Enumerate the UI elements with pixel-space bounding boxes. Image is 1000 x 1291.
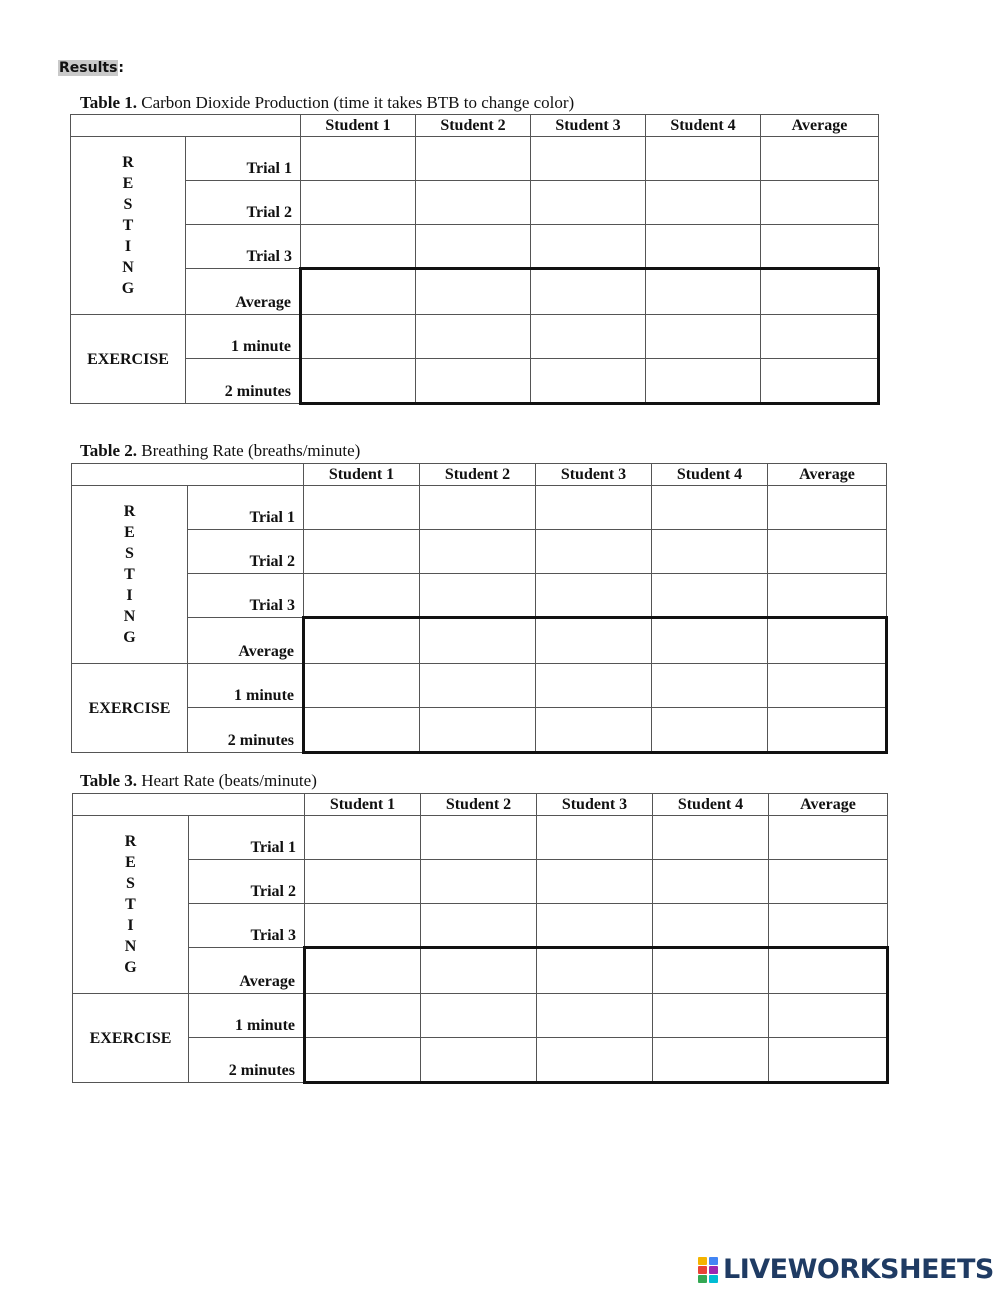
header-student-2: Student 2 (420, 464, 536, 486)
row-label-average: Average (186, 269, 301, 315)
input-cell[interactable] (304, 664, 420, 708)
row-label-trial-2: Trial 2 (186, 181, 301, 225)
results-heading (58, 60, 124, 76)
table-row (73, 948, 888, 994)
row-label-trial-3: Trial 3 (186, 225, 301, 269)
input-cell[interactable] (761, 269, 879, 315)
logo-square (698, 1275, 707, 1283)
input-cell[interactable] (769, 860, 888, 904)
header-student-1: Student 1 (305, 794, 421, 816)
table-3 (72, 793, 889, 1084)
logo-square (698, 1266, 707, 1274)
row-label-trial-1: Trial 1 (186, 137, 301, 181)
input-cell[interactable] (653, 860, 769, 904)
header-average: Average (761, 115, 879, 137)
table-2-number: Table 2. (80, 441, 138, 460)
input-cell[interactable] (305, 816, 421, 860)
input-cell[interactable] (769, 816, 888, 860)
row-label-trial-1: Trial 1 (188, 486, 304, 530)
input-cell[interactable] (761, 181, 879, 225)
input-cell[interactable] (761, 359, 879, 404)
input-cell[interactable] (420, 664, 536, 708)
header-average: Average (768, 464, 887, 486)
input-cell[interactable] (531, 181, 646, 225)
row-label-2-minutes: 2 minutes (189, 1038, 305, 1083)
input-cell[interactable] (304, 708, 420, 753)
input-cell[interactable] (416, 315, 531, 359)
input-cell[interactable] (305, 860, 421, 904)
table-header-row (72, 464, 887, 486)
liveworksheets-logo-icon (698, 1256, 720, 1282)
header-blank (72, 464, 304, 486)
row-label-1-minute: 1 minute (186, 315, 301, 359)
table-row (73, 1038, 888, 1083)
input-cell[interactable] (768, 664, 887, 708)
logo-square (709, 1257, 718, 1265)
header-blank (73, 794, 305, 816)
table-row (72, 530, 887, 574)
input-cell[interactable] (652, 708, 768, 753)
table-2-caption (80, 441, 360, 461)
input-cell[interactable] (768, 708, 887, 753)
row-label-average: Average (188, 618, 304, 664)
input-cell[interactable] (420, 530, 536, 574)
liveworksheets-logo[interactable] (698, 1254, 994, 1284)
table-row (71, 181, 879, 225)
input-cell[interactable] (301, 359, 416, 404)
input-cell[interactable] (761, 225, 879, 269)
row-label-1-minute: 1 minute (189, 994, 305, 1038)
input-cell[interactable] (768, 530, 887, 574)
input-cell[interactable] (536, 574, 652, 618)
logo-square (709, 1266, 718, 1274)
input-cell[interactable] (301, 269, 416, 315)
table-header-row (71, 115, 879, 137)
input-cell[interactable] (652, 664, 768, 708)
input-cell[interactable] (653, 948, 769, 994)
input-cell[interactable] (769, 1038, 888, 1083)
input-cell[interactable] (761, 315, 879, 359)
table-2 (71, 463, 888, 754)
input-cell[interactable] (420, 708, 536, 753)
input-cell[interactable] (416, 181, 531, 225)
table-row (73, 860, 888, 904)
table-1-caption (80, 93, 574, 113)
input-cell[interactable] (421, 948, 537, 994)
input-cell[interactable] (646, 315, 761, 359)
input-cell[interactable] (646, 137, 761, 181)
input-cell[interactable] (646, 181, 761, 225)
input-cell[interactable] (537, 948, 653, 994)
input-cell[interactable] (761, 137, 879, 181)
input-cell[interactable] (768, 486, 887, 530)
results-label: Results (59, 60, 118, 76)
resting-label: R E S T I N G (73, 816, 189, 994)
table-header-row (73, 794, 888, 816)
input-cell[interactable] (305, 904, 421, 948)
input-cell[interactable] (416, 137, 531, 181)
exercise-label: EXERCISE (71, 315, 186, 404)
input-cell[interactable] (769, 994, 888, 1038)
logo-square (709, 1275, 718, 1283)
input-cell[interactable] (301, 181, 416, 225)
table-row (71, 137, 879, 181)
input-cell[interactable] (304, 618, 420, 664)
header-average: Average (769, 794, 888, 816)
input-cell[interactable] (304, 486, 420, 530)
table-3-number: Table 3. (80, 771, 138, 790)
input-cell[interactable] (536, 708, 652, 753)
table-1-title: Carbon Dioxide Production (time it takes BTB to change color) (141, 93, 575, 112)
table-row (72, 708, 887, 753)
table-row (72, 574, 887, 618)
input-cell[interactable] (537, 904, 653, 948)
table-row (71, 315, 879, 359)
input-cell[interactable] (305, 994, 421, 1038)
header-student-3: Student 3 (536, 464, 652, 486)
row-label-2-minutes: 2 minutes (186, 359, 301, 404)
results-colon: : (118, 60, 125, 76)
row-label-trial-3: Trial 3 (189, 904, 305, 948)
input-cell[interactable] (531, 315, 646, 359)
input-cell[interactable] (536, 486, 652, 530)
input-cell[interactable] (653, 1038, 769, 1083)
row-label-1-minute: 1 minute (188, 664, 304, 708)
table-row (73, 994, 888, 1038)
input-cell[interactable] (531, 225, 646, 269)
input-cell[interactable] (416, 269, 531, 315)
input-cell[interactable] (305, 948, 421, 994)
logo-square (698, 1257, 707, 1265)
input-cell[interactable] (653, 816, 769, 860)
input-cell[interactable] (537, 860, 653, 904)
exercise-label: EXERCISE (72, 664, 188, 753)
table-row (71, 269, 879, 315)
input-cell[interactable] (652, 618, 768, 664)
input-cell[interactable] (769, 948, 888, 994)
resting-label: R E S T I N G (71, 137, 186, 315)
input-cell[interactable] (653, 904, 769, 948)
header-student-4: Student 4 (652, 464, 768, 486)
table-2-title: Breathing Rate (breaths/minute) (141, 441, 361, 460)
table-1 (70, 114, 880, 405)
table-row (73, 816, 888, 860)
resting-label: R E S T I N G (72, 486, 188, 664)
table-row (71, 225, 879, 269)
input-cell[interactable] (531, 269, 646, 315)
input-cell[interactable] (421, 860, 537, 904)
input-cell[interactable] (537, 994, 653, 1038)
input-cell[interactable] (421, 1038, 537, 1083)
input-cell[interactable] (652, 574, 768, 618)
header-student-4: Student 4 (646, 115, 761, 137)
input-cell[interactable] (420, 486, 536, 530)
input-cell[interactable] (420, 574, 536, 618)
exercise-label: EXERCISE (73, 994, 189, 1083)
input-cell[interactable] (536, 618, 652, 664)
input-cell[interactable] (531, 359, 646, 404)
liveworksheets-logo-text: LIVEWORKSHEETS (723, 1253, 994, 1285)
input-cell[interactable] (537, 1038, 653, 1083)
input-cell[interactable] (416, 225, 531, 269)
table-row (72, 486, 887, 530)
input-cell[interactable] (421, 816, 537, 860)
header-student-4: Student 4 (653, 794, 769, 816)
input-cell[interactable] (768, 618, 887, 664)
input-cell[interactable] (646, 359, 761, 404)
input-cell[interactable] (652, 486, 768, 530)
input-cell[interactable] (646, 225, 761, 269)
input-cell[interactable] (301, 137, 416, 181)
header-student-1: Student 1 (304, 464, 420, 486)
row-label-2-minutes: 2 minutes (188, 708, 304, 753)
header-student-3: Student 3 (531, 115, 646, 137)
input-cell[interactable] (420, 618, 536, 664)
row-label-trial-2: Trial 2 (189, 860, 305, 904)
row-label-trial-1: Trial 1 (189, 816, 305, 860)
row-label-average: Average (189, 948, 305, 994)
row-label-trial-3: Trial 3 (188, 574, 304, 618)
input-cell[interactable] (421, 994, 537, 1038)
input-cell[interactable] (769, 904, 888, 948)
table-3-caption (80, 771, 317, 791)
header-blank (71, 115, 301, 137)
row-label-trial-2: Trial 2 (188, 530, 304, 574)
table-row (72, 618, 887, 664)
input-cell[interactable] (768, 574, 887, 618)
table-1-number: Table 1. (80, 93, 138, 112)
table-row (73, 904, 888, 948)
table-row (72, 664, 887, 708)
input-cell[interactable] (652, 530, 768, 574)
input-cell[interactable] (416, 359, 531, 404)
input-cell[interactable] (537, 816, 653, 860)
input-cell[interactable] (536, 664, 652, 708)
input-cell[interactable] (304, 530, 420, 574)
input-cell[interactable] (305, 1038, 421, 1083)
header-student-1: Student 1 (301, 115, 416, 137)
input-cell[interactable] (301, 315, 416, 359)
input-cell[interactable] (653, 994, 769, 1038)
header-student-3: Student 3 (537, 794, 653, 816)
input-cell[interactable] (421, 904, 537, 948)
header-student-2: Student 2 (421, 794, 537, 816)
input-cell[interactable] (304, 574, 420, 618)
header-student-2: Student 2 (416, 115, 531, 137)
input-cell[interactable] (531, 137, 646, 181)
input-cell[interactable] (646, 269, 761, 315)
table-row (71, 359, 879, 404)
input-cell[interactable] (536, 530, 652, 574)
input-cell[interactable] (301, 225, 416, 269)
table-3-title: Heart Rate (beats/minute) (141, 771, 317, 790)
